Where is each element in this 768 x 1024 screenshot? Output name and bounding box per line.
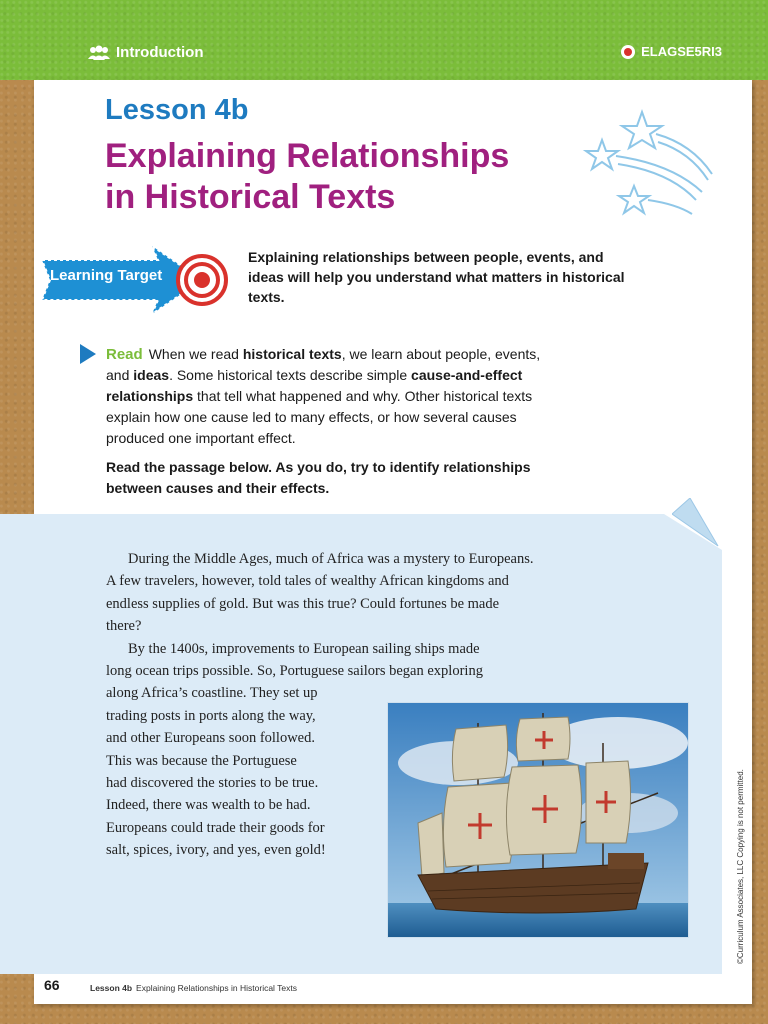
standard-code [621, 44, 722, 59]
passage-paragraph-1: During the Middle Ages, much of Africa was a mystery to Europeans. A few travelers, however, told tales of wealthy African kingdoms and endless supplies of gold. But was this true? Could fortunes be made there? [106, 551, 534, 635]
passage-line: Europeans could trade their goods for [106, 819, 325, 836]
passage-paragraph-2-line-2: long ocean trips possible. So, Portuguese sailors began exploring [106, 663, 483, 680]
learning-target-label: Learning Target [50, 267, 163, 284]
passage-line: trading posts in ports along the way, [106, 707, 316, 724]
top-banner [0, 0, 768, 80]
lesson-number: Lesson 4b [105, 94, 249, 126]
passage-line: and other Europeans soon followed. [106, 730, 315, 747]
section-label [88, 44, 203, 61]
read-label: Read [106, 346, 143, 363]
lesson-title-line2: in Historical Texts [105, 178, 396, 216]
learning-target-text: Explaining relationships between people, events, and ideas will help you understand what matters in historical texts. [248, 249, 625, 305]
target-icon [178, 256, 226, 304]
reading-instruction: Read the passage below. As you do, try to identify relationships between causes and their effects. [106, 459, 531, 496]
standard-badge-icon [621, 45, 635, 59]
lesson-title [105, 136, 575, 218]
section-title: Introduction [116, 44, 204, 61]
page-fold-corner [672, 498, 722, 550]
passage-line: salt, spices, ivory, and yes, even gold! [106, 842, 326, 859]
passage-line: along Africa’s coastline. They set up [106, 685, 318, 702]
lesson-title-line1: Explaining Relationships [105, 137, 510, 175]
passage-line: Indeed, there was wealth to be had. [106, 797, 311, 814]
people-icon [88, 45, 110, 61]
standard-code-text: ELAGSE5RI3 [641, 44, 722, 59]
passage-line: had discovered the stories to be true. [106, 775, 319, 792]
passage-paragraph-2-line-1: By the 1400s, improvements to European sailing ships made [128, 640, 480, 657]
footer-lesson-title: Explaining Relationships in Historical Texts [136, 983, 297, 993]
page-number: 66 [44, 977, 60, 993]
read-paragraph: Read When we read historical texts, we learn about people, events, and ideas. Some historical texts describe simple cause-and-effect relationships that tell what happened and why. Other historical texts explain how one cause led to many effects, or how several causes produced one important effect. [106, 346, 541, 446]
footer-lesson-ref [90, 983, 297, 993]
play-arrow-icon [80, 344, 96, 364]
shooting-stars-icon [572, 104, 722, 224]
passage-line: This was because the Portuguese [106, 752, 297, 769]
footer-lesson-number: Lesson 4b [90, 983, 133, 993]
copyright-notice: ©Curriculum Associates, LLC Copying is not permitted. [736, 769, 745, 964]
sailing-ship-image [387, 702, 689, 938]
